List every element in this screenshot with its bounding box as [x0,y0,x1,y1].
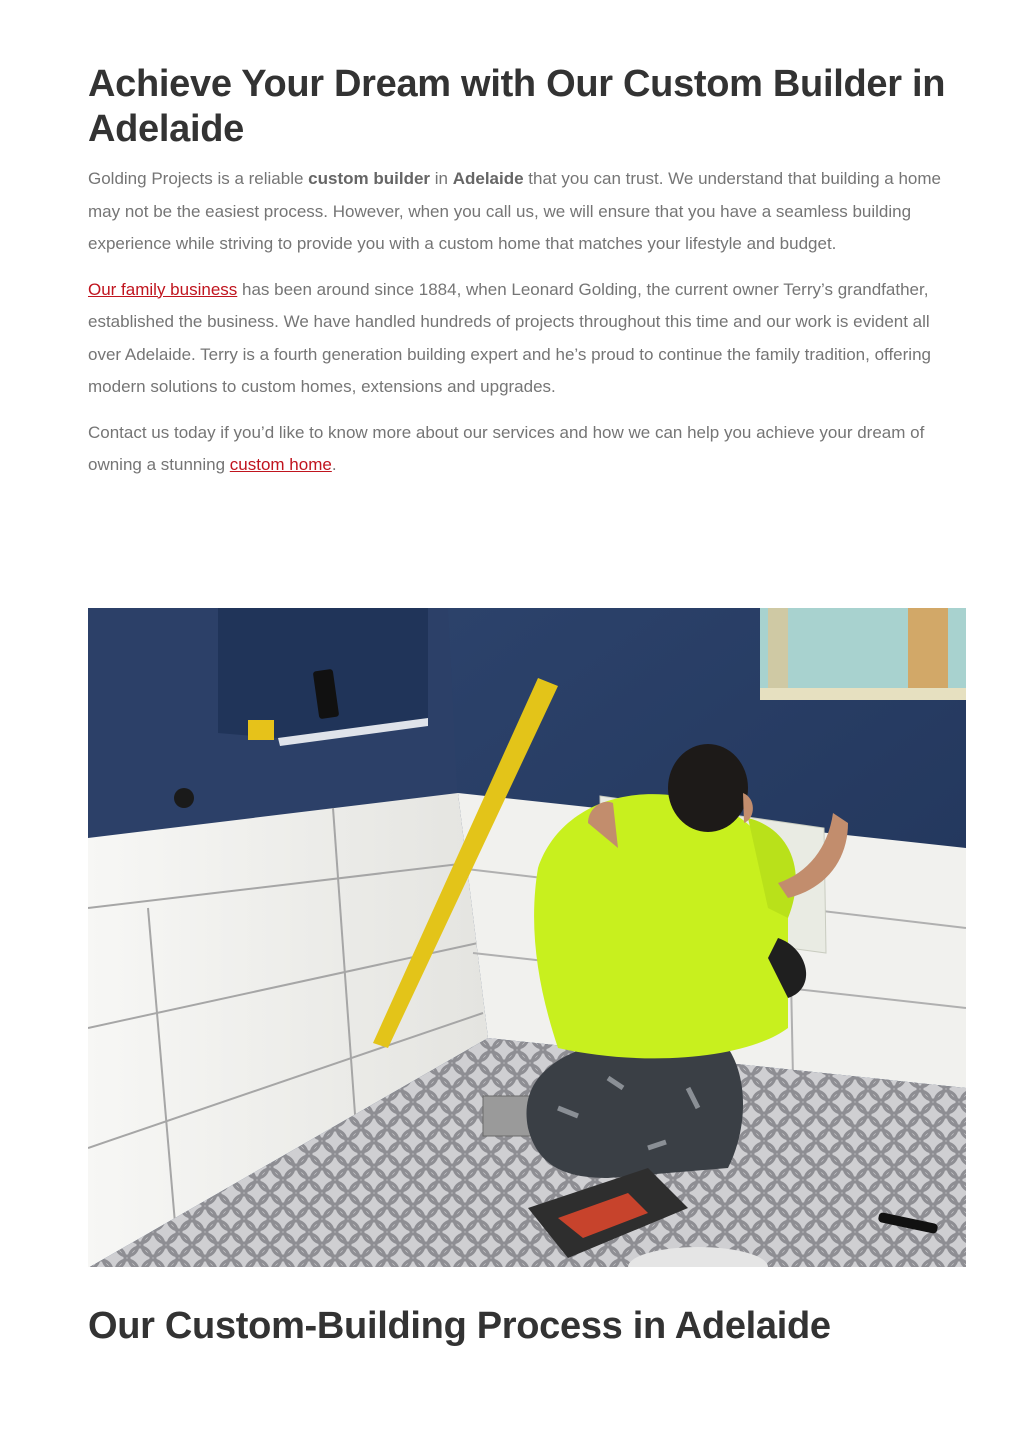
page-title: Achieve Your Dream with Our Custom Builder in Adelaide [88,63,946,150]
intro-paragraph-2 [88,274,966,404]
p3-end: . [331,455,337,474]
intro-section [88,62,966,482]
keyword-custom-builder: custom builder [308,169,431,188]
custom-home-link[interactable]: custom home [229,455,332,474]
photo-illustration [88,608,966,1267]
section-title-process: Our Custom-Building Process in Adelaide [88,1305,831,1347]
p3-text: Contact us today if you’d like to know more about our services and how we can help you achieve your dream of owning a stunning [88,422,925,474]
intro-paragraph-1 [88,163,966,261]
p2-text: has been around since 1884, when Leonard Golding, the current owner Terry’s grandfather, established the business. We have handled hundreds of projects throughout this time and our work is evident all over Adelaide. Terry is a fourth generation building expert and he’s proud to continue the family tradition, offering modern solutions to custom homes, extensions and upgrades. [88,279,931,396]
worker-tiling-photo [88,608,966,1267]
intro-paragraph-3 [88,417,966,482]
p1-text-3: that you can trust. We understand that building a home may not be the easiest process. However, when you call us, we will ensure that you have a seamless building experience while striving to provide you with a custom home that matches your lifestyle and budget. [88,169,941,253]
keyword-adelaide: Adelaide [452,169,524,188]
p1-text-1: Golding Projects is a reliable [88,169,309,188]
p1-text-2: in [430,169,453,188]
family-business-link[interactable]: Our family business [88,279,238,299]
